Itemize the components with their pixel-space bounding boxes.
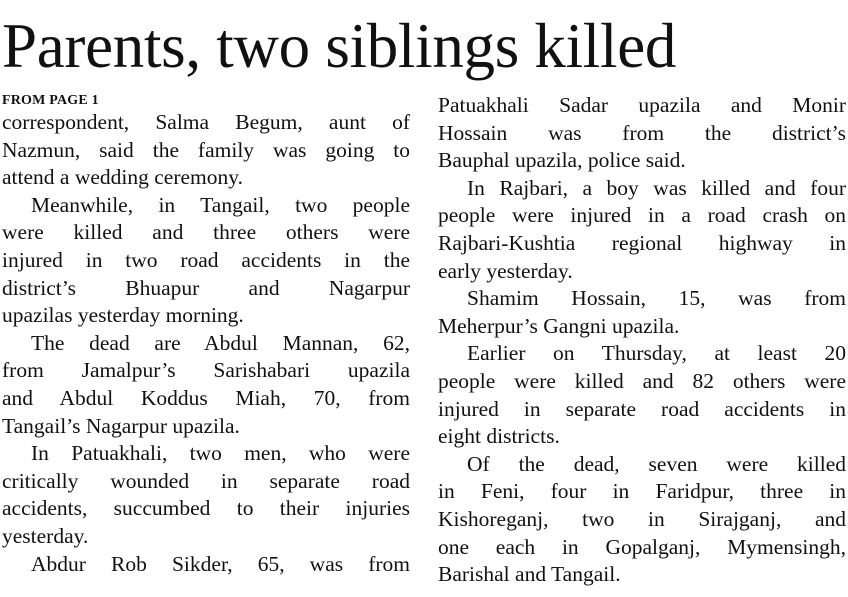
right-column-text bbox=[438, 92, 846, 589]
text-line: Rajbari-Kushtia regional highway in bbox=[438, 230, 846, 255]
text-line: Of the dead, seven were killed bbox=[467, 451, 846, 476]
text-line: accidents, succumbed to their injuries bbox=[2, 496, 410, 521]
article-column-left bbox=[2, 92, 410, 578]
text-line: from Jamalpur’s Sarishabari upazila bbox=[2, 358, 410, 383]
text-line: correspondent, Salma Begum, aunt of bbox=[2, 110, 410, 134]
text-line: injured in two road accidents in the bbox=[2, 247, 410, 272]
jump-line: FROM PAGE 1 bbox=[2, 93, 99, 108]
article-column-right bbox=[438, 92, 846, 589]
text-line: In Rajbari, a boy was killed and four bbox=[467, 175, 846, 200]
text-line: In Patuakhali, two men, who were bbox=[31, 441, 410, 466]
text-line: were killed and three others were bbox=[2, 220, 410, 245]
text-line: Hossain was from the district’s bbox=[438, 120, 846, 145]
text-line: Barishal and Tangail. bbox=[438, 562, 621, 587]
text-line: one each in Gopalganj, Mymensingh, bbox=[438, 534, 846, 559]
article-headline: Parents, two siblings killed bbox=[2, 11, 677, 81]
text-line: yesterday. bbox=[2, 523, 89, 548]
text-line: Meanwhile, in Tangail, two people bbox=[31, 192, 410, 217]
text-line: attend a wedding ceremony. bbox=[2, 165, 243, 190]
text-line: critically wounded in separate road bbox=[2, 468, 410, 493]
text-line: people were injured in a road crash on bbox=[438, 203, 846, 228]
left-column-text bbox=[2, 109, 410, 578]
text-line: Earlier on Thursday, at least 20 bbox=[467, 341, 846, 366]
text-line: and Abdul Koddus Miah, 70, from bbox=[2, 385, 410, 410]
text-line: eight districts. bbox=[438, 424, 560, 449]
text-line: Shamim Hossain, 15, was from bbox=[467, 286, 846, 311]
text-line: Patuakhali Sadar upazila and Monir bbox=[438, 93, 846, 117]
text-line: in Feni, four in Faridpur, three in bbox=[438, 479, 846, 504]
text-line: The dead are Abdul Mannan, 62, bbox=[31, 330, 410, 355]
text-line: Abdur Rob Sikder, 65, was from bbox=[31, 551, 410, 576]
text-line: Nazmun, said the family was going to bbox=[2, 137, 410, 162]
text-line: Meherpur’s Gangni upazila. bbox=[438, 313, 680, 338]
text-line: district’s Bhuapur and Nagarpur bbox=[2, 275, 410, 300]
text-line: early yesterday. bbox=[438, 258, 573, 283]
text-line: injured in separate road accidents in bbox=[438, 396, 846, 421]
text-line: Tangail’s Nagarpur upazila. bbox=[2, 413, 240, 438]
text-line: people were killed and 82 others were bbox=[438, 368, 846, 393]
text-line: upazilas yesterday morning. bbox=[2, 303, 244, 328]
text-line: Kishoreganj, two in Sirajganj, and bbox=[438, 506, 846, 531]
text-line: Bauphal upazila, police said. bbox=[438, 148, 686, 173]
